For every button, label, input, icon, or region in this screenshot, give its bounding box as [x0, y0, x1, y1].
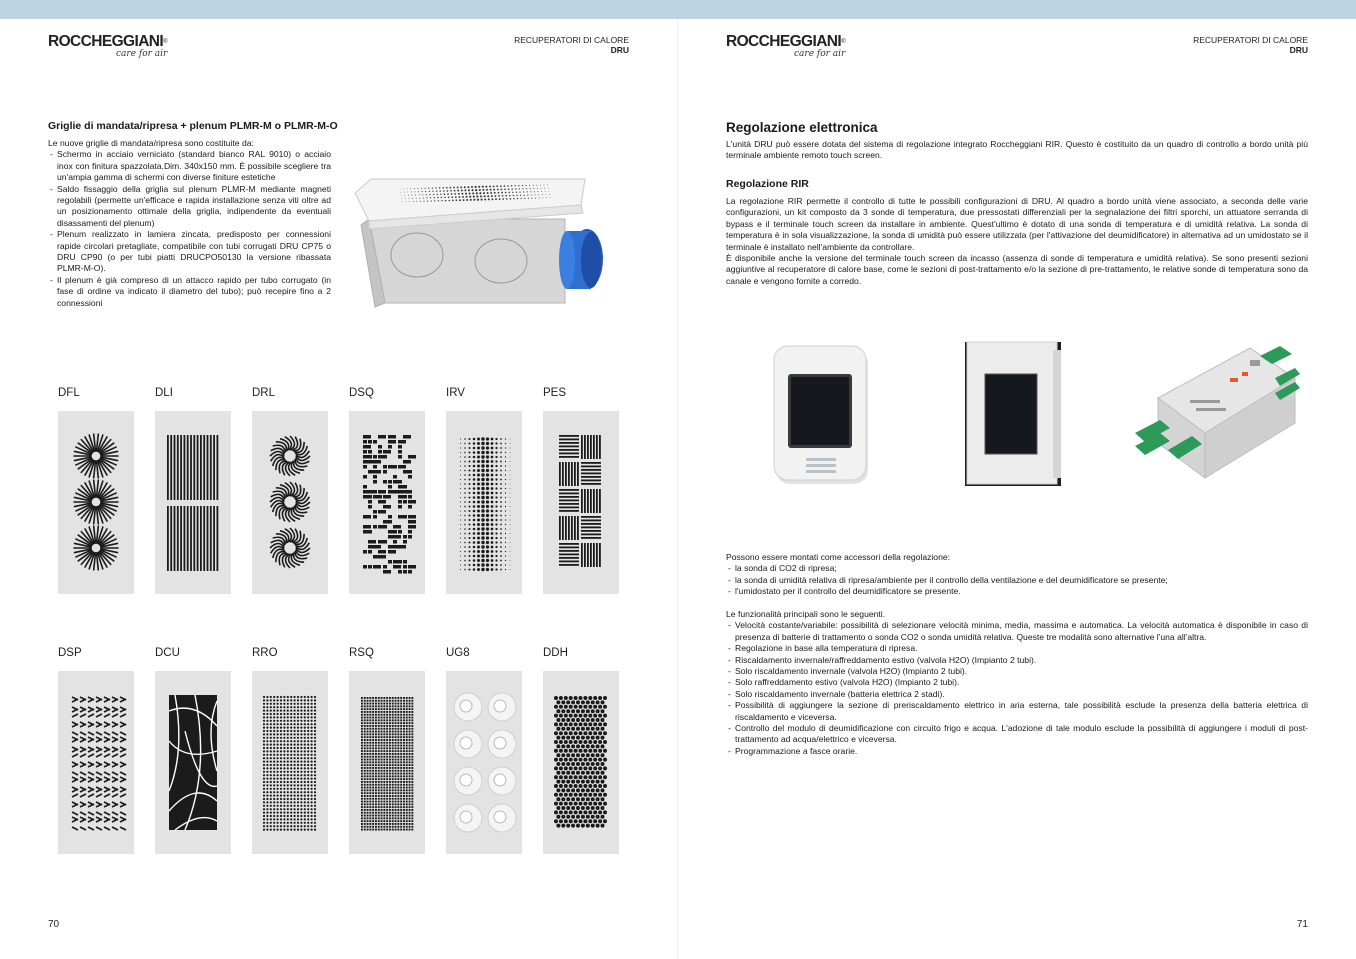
accessories-intro: Possono essere montati come accessori della regolazione:	[726, 552, 951, 562]
grille-panel	[155, 671, 231, 854]
grille-pattern-radial-slots	[58, 411, 134, 594]
griglie-description	[48, 138, 331, 309]
running-header-left	[514, 35, 629, 55]
brand-logo-left	[48, 34, 188, 64]
grille-code: DLI	[155, 387, 173, 399]
regolazione-intro	[726, 139, 1308, 162]
section-title-regolazione: Regolazione elettronica	[726, 120, 878, 135]
grille-panel	[58, 411, 134, 594]
rir-paragraph-1: La regolazione RIR permette il controllo di tutte le possibili configurazioni di DRU. Al quadro a bordo unità viene associato, a seconda delle varie configurazioni, un kit composto da 3 sonde di temperatura, due pressostati differenziali per la segnalazione dei filtri sporchi, un attuatore serranda di bypass e il terminale touch screen da installare in ambiente. Quest'ultimo è dotato di una sonda di temperatura e di umidità relativa. La sonda di temperatura è in sola visualizzazione, la sonda di umidità può essere utilizzata (per l'attivazione del deumidificatore) in alternativa ad un umidostato se il terminale è installato nell'ambiente da controllare.	[726, 196, 1308, 252]
grille-pattern-swirl	[252, 411, 328, 594]
grille-code: RSQ	[349, 647, 374, 659]
list-item: - la sonda di umidità relativa di ripresa/ambiente per il controllo della ventilazione e del deumidificatore se presente;	[726, 575, 1308, 586]
grille-panel	[252, 411, 328, 594]
wall-terminal-illustration	[772, 340, 872, 488]
grille-panel	[155, 411, 231, 594]
grille-pattern-linear-slots	[155, 411, 231, 594]
list-item: - la sonda di CO2 di ripresa;	[726, 563, 1308, 574]
top-color-band	[0, 0, 1356, 19]
grille-panel	[349, 411, 425, 594]
griglie-bullets	[48, 149, 331, 309]
brand-name: ROCCHEGGIANI	[48, 33, 164, 50]
griglie-intro: Le nuove griglie di mandata/ripresa sono costituite da:	[48, 138, 254, 148]
list-item: - Possibilità di aggiungere la sezione di preriscaldamento elettrico in aria esterna, tale possibilità esclude la presenza della batteria elettrica di riscaldamento e viceversa.	[726, 700, 1308, 723]
flush-terminal-illustration	[963, 340, 1063, 488]
grille-panel	[446, 411, 522, 594]
list-item: - Riscaldamento invernale/raffreddamento estivo (valvola H2O) (Impianto 2 tubi).	[726, 655, 1308, 666]
grille-panel	[543, 671, 619, 854]
list-item: - Solo riscaldamento invernale (valvola H2O) (Impianto 2 tubi).	[726, 666, 1308, 677]
grille-panel	[252, 671, 328, 854]
control-board-illustration	[1130, 338, 1300, 483]
grille-code: DDH	[543, 647, 568, 659]
grille-code: DSQ	[349, 387, 374, 399]
running-header-right	[1193, 35, 1308, 55]
runhead-line1: RECUPERATORI DI CALORE	[514, 35, 629, 45]
grille-pattern-gradient-dots	[446, 411, 522, 594]
grille-code: UG8	[446, 647, 470, 659]
list-item: - l'umidostato per il controllo del deumidificatore se presente.	[726, 586, 1308, 597]
runhead-line1: RECUPERATORI DI CALORE	[1193, 35, 1308, 45]
brand-tagline: care for air	[116, 49, 168, 59]
grille-pattern-hexagonal-holes	[543, 671, 619, 854]
functions-intro: Le funzionalità principali sono le seguenti.	[726, 609, 886, 620]
grille-pattern-nozzles	[446, 671, 522, 854]
grille-pattern-weave	[543, 411, 619, 594]
list-item: - Schermo in acciaio verniciato (standard bianco RAL 9010) o acciaio inox con finitura spazzolata.Dim. 340x150 mm. È possibile scegliere tra un'ampia gamma di schermi con diverse finiture estetiche	[48, 149, 331, 183]
grille-code: PES	[543, 387, 567, 399]
list-item: - Regolazione in base alla temperatura di ripresa.	[726, 643, 1308, 654]
list-item: - Saldo fissaggio della griglia sul plenum PLMR-M mediante magneti regolabili (permette un'efficace e rapida installazione senza viti oltre ad un posizionamento ottimale della griglia, indipendente da eventuali disassamenti del plenum)	[48, 184, 331, 230]
list-item: - Velocità costante/variabile: possibilità di selezionare velocità minima, media, massima e automatica. La velocità automatica è disponibile in caso di presenza di batterie di trattamento o sonda CO2 o sonda umidità relativa. Queste tre modalità sono alternative l'una all'altra.	[726, 620, 1308, 643]
brand-mark: ®	[163, 39, 167, 45]
list-item: - Solo riscaldamento invernale (batteria elettrica 2 stadi).	[726, 689, 1308, 700]
list-item: - Controllo del modulo di deumidificazione con circuito frigo e acqua. L'adozione di tale modulo esclude la possibilità di aggiungere i moduli di post-trattamento ad acqua/elettrico e viceversa.	[726, 723, 1308, 746]
brand-mark: ®	[841, 39, 845, 45]
grille-panel	[349, 671, 425, 854]
grille-pattern-round-holes	[252, 671, 328, 854]
list-item: - Plenum realizzato in lamiera zincata, predisposto per connessioni rapide circolari pretagliate, compatibile con tubi corrugati DRU CP75 o DRU CP90 (o per tubi piatti DRUCPO50130 la versione ribassata PLMR-M-O).	[48, 229, 331, 275]
accessories-list	[726, 563, 1308, 597]
runhead-line2: DRU	[1289, 45, 1308, 55]
grille-code: DRL	[252, 387, 276, 399]
regolazione-intro-text: L'unità DRU può essere dotata del sistema di regolazione integrato Roccheggiani RIR. Questo è costituito da un quadro di controllo a bordo unità più terminale ambiente remoto touch screen.	[726, 139, 1308, 161]
page-number-left: 70	[48, 919, 60, 930]
rir-paragraph-2: È disponibile anche la versione del terminale touch screen da incasso (assenza di sonde di temperatura e umidità relativa). Se sono presenti sezioni aggiuntive al recuperatore di calore base, come le sezioni di post-trattamento e/o la sezione di pre-trattamento, le relative sonde di temperatura sono da canale e vengono fornite a corredo.	[726, 253, 1308, 286]
grille-code: DFL	[58, 387, 80, 399]
grille-panel	[543, 411, 619, 594]
section-title-griglie: Griglie di mandata/ripresa + plenum PLMR-M o PLMR-M-O	[48, 120, 338, 132]
grille-code: DSP	[58, 647, 82, 659]
brand-tagline: care for air	[794, 49, 846, 59]
section-title-rir: Regolazione RIR	[726, 178, 809, 190]
grille-panel	[446, 671, 522, 854]
grille-code: RRO	[252, 647, 278, 659]
plenum-grille-illustration	[355, 175, 615, 315]
grille-pattern-squares	[349, 411, 425, 594]
page-spine	[677, 19, 679, 959]
grille-pattern-herringbone	[58, 671, 134, 854]
functions-list	[726, 620, 1308, 757]
page-number-right: 71	[1296, 919, 1308, 930]
brand-logo-right	[726, 34, 866, 64]
list-item: - Il plenum è già compreso di un attacco rapido per tubo corrugato (in fase di ordine va indicato il diametro del tubo); può recepire fino a 2 connessioni	[48, 275, 331, 309]
grille-pattern-organic	[155, 671, 231, 854]
list-item: - Programmazione a fasce orarie.	[726, 746, 1308, 757]
brand-name: ROCCHEGGIANI	[726, 33, 842, 50]
list-item: - Solo raffreddamento estivo (valvola H2O) (Impianto 2 tubi).	[726, 677, 1308, 688]
grille-code: DCU	[155, 647, 180, 659]
grille-pattern-square-holes	[349, 671, 425, 854]
runhead-line2: DRU	[610, 45, 629, 55]
accessories-section	[726, 552, 1308, 757]
grille-code: IRV	[446, 387, 465, 399]
grille-panel	[58, 671, 134, 854]
rir-description	[726, 196, 1308, 287]
